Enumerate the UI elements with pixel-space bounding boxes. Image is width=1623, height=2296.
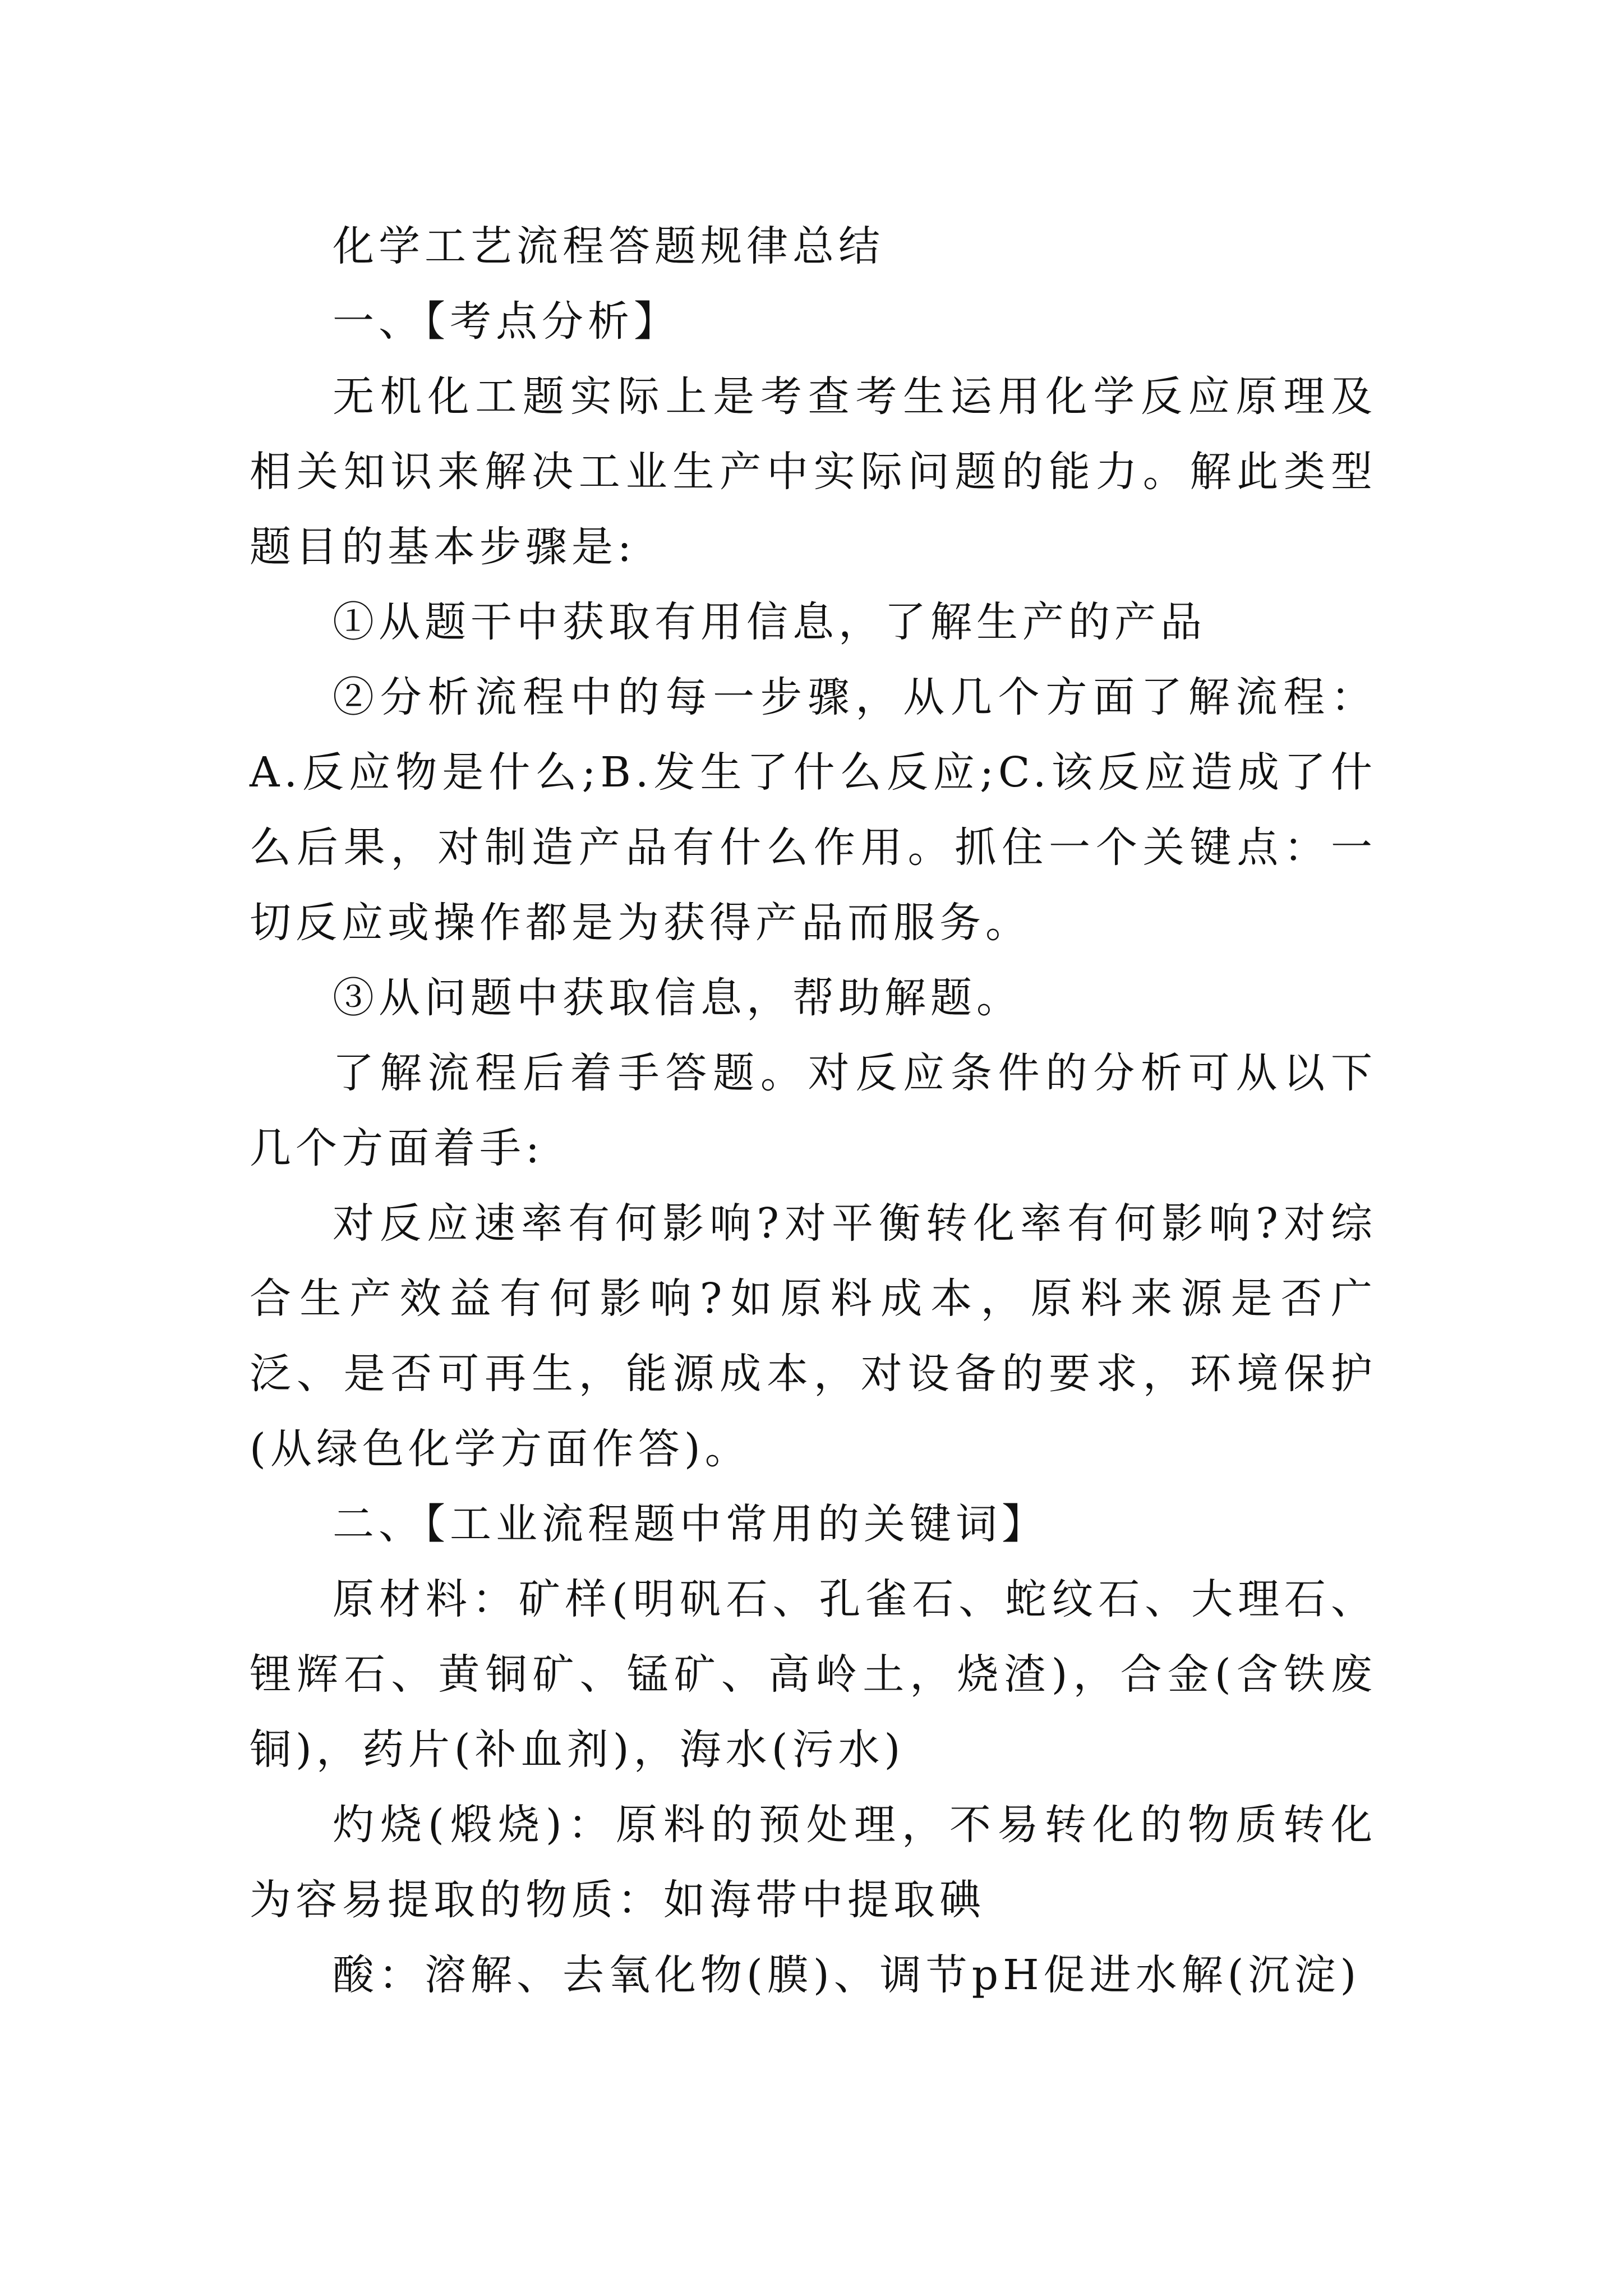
paragraph-roasting: 灼烧(煅烧)：原料的预处理，不易转化的物质转化为容易提取的物质：如海带中提取碘 — [250, 1801, 1377, 1924]
section-heading-exam-points: 一、【考点分析】 — [333, 297, 680, 346]
paragraph-step-2: ②分析流程中的每一步骤，从几个方面了解流程：A.反应物是什么;B.发生了什么反应;C.该反应造成了什么后果，对制造产品有什么作用。抓住一个关键点：一切反应或操作都是为获得产品而服务。 — [250, 673, 1377, 947]
document-title: 化学工艺流程答题规律总结 — [333, 222, 884, 270]
paragraph-acid: 酸：溶解、去氧化物(膜)、调节pH促进水解(沉淀) — [333, 1951, 1361, 1999]
document-page — [250, 209, 1377, 2013]
paragraph-conditions: 对反应速率有何影响?对平衡转化率有何影响?对综合生产效益有何影响?如原料成本，原料来源是否广泛、是否可再生，能源成本，对设备的要求，环境保护(从绿色化学方面作答)。 — [250, 1199, 1377, 1473]
paragraph-step-3: ③从问题中获取信息，帮助解题。 — [333, 974, 1022, 1022]
paragraph-after-steps: 了解流程后着手答题。对反应条件的分析可从以下几个方面着手: — [250, 1049, 1377, 1172]
paragraph-raw-materials: 原材料：矿样(明矾石、孔雀石、蛇纹石、大理石、锂辉石、黄铜矿、锰矿、高岭土，烧渣)，合金(含铁废铜)，药片(补血剂)，海水(污水) — [250, 1575, 1377, 1774]
paragraph-step-1: ①从题干中获取有用信息，了解生产的产品 — [333, 598, 1206, 646]
section-heading-keywords: 二、【工业流程题中常用的关键词】 — [333, 1500, 1048, 1548]
paragraph-intro: 无机化工题实际上是考查考生运用化学反应原理及相关知识来解决工业生产中实际问题的能力。解此类型题目的基本步骤是: — [250, 372, 1377, 571]
